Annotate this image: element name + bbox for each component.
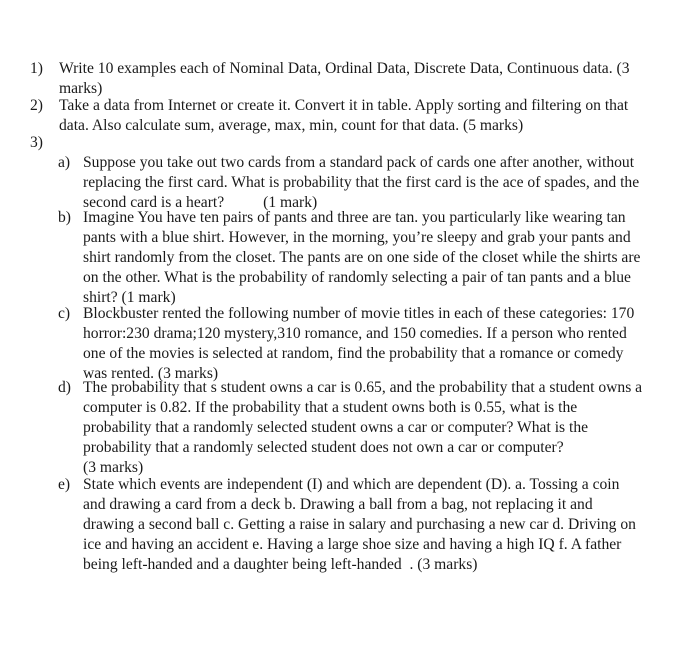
part-letter: e) xyxy=(58,476,71,493)
part-text xyxy=(83,378,673,478)
text-line: horror:230 drama;120 mystery,310 romance, and 150 comedies. If a person who rented xyxy=(83,325,627,342)
text-line: Suppose you take out two cards from a standard pack of cards one after another, without xyxy=(83,154,635,171)
question-3e xyxy=(58,475,673,575)
question-3a xyxy=(58,153,673,213)
text-line: Write 10 examples each of Nominal Data, Ordinal Data, Discrete Data, Continuous data. (3 xyxy=(59,60,630,77)
text-line: Take a data from Internet or create it. Convert it in table. Apply sorting and filtering on that xyxy=(59,97,629,114)
text-line: drawing a second ball c. Getting a raise in salary and purchasing a new car d. Driving on xyxy=(83,516,636,533)
text-line: one of the movies is selected at random, find the probability that a romance or comedy xyxy=(83,345,624,362)
part-letter: d) xyxy=(58,379,71,396)
text-line: on the other. What is the probability of randomly selecting a pair of tan pants and a blue xyxy=(83,269,631,286)
part-letter: a) xyxy=(58,154,71,171)
text-line: data. Also calculate sum, average, max, min, count for that data. (5 marks) xyxy=(59,117,524,134)
text-line: (3 marks) xyxy=(83,459,144,476)
text-line: shirt randomly from the closet. The pants are on one side of the closet while the shirts are xyxy=(83,249,641,266)
part-letter: c) xyxy=(58,305,71,322)
question-2 xyxy=(30,96,670,136)
text-line: computer is 0.82. If the probability that a student owns both is 0.55, what is the xyxy=(83,399,578,416)
question-number: 1) xyxy=(30,60,43,77)
question-text xyxy=(59,96,670,136)
question-text xyxy=(59,59,670,99)
question-3c xyxy=(58,304,673,384)
text-line: replacing the first card. What is probability that the first card is the ace of spades, and the xyxy=(83,174,640,191)
part-text xyxy=(83,153,673,213)
part-text xyxy=(83,208,673,308)
text-line: ice and having an accident e. Having a large shoe size and having a high IQ f. A father xyxy=(83,536,622,553)
text-line: Imagine You have ten pairs of pants and three are tan. you particularly like wearing tan xyxy=(83,209,626,226)
text-line: and drawing a card from a deck b. Drawing a ball from a bag, not replacing it and xyxy=(83,496,593,513)
text-line: probability that a randomly selected student does not own a car or computer? xyxy=(83,439,564,456)
text-line: Blockbuster rented the following number of movie titles in each of these categories: 170 xyxy=(83,305,635,322)
question-number: 3) xyxy=(30,134,43,151)
text-line: second card is a heart? (1 mark) xyxy=(83,194,318,211)
text-line: marks) xyxy=(59,80,103,97)
text-line: probability that a randomly selected student owns a car or computer? What is the xyxy=(83,419,589,436)
text-line: being left-handed and a daughter being left-handed . (3 marks) xyxy=(83,556,478,573)
question-1 xyxy=(30,59,670,99)
part-text xyxy=(83,304,673,384)
question-3b xyxy=(58,208,673,308)
text-line: was rented. (3 marks) xyxy=(83,365,219,382)
text-line: State which events are independent (I) and which are dependent (D). a. Tossing a coin xyxy=(83,476,620,493)
text-line: pants with a blue shirt. However, in the morning, you’re sleepy and grab your pants and xyxy=(83,229,631,246)
text-line: The probability that s student owns a car is 0.65, and the probability that a student owns a xyxy=(83,379,643,396)
part-letter: b) xyxy=(58,209,71,226)
text-line: shirt? (1 mark) xyxy=(83,289,176,306)
part-text xyxy=(83,475,673,575)
question-number: 2) xyxy=(30,97,43,114)
question-3d xyxy=(58,378,673,478)
